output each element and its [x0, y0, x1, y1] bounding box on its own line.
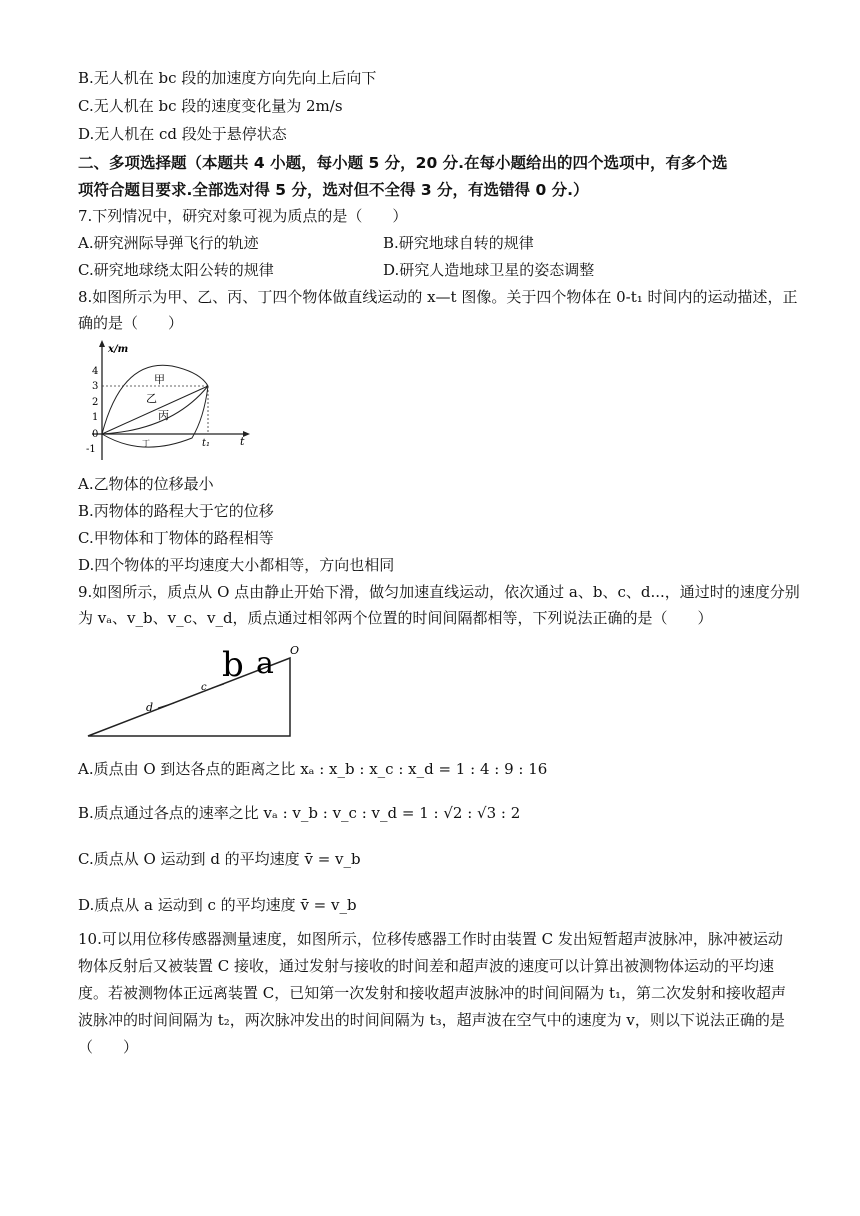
label-o: O	[290, 644, 300, 657]
label-b: b	[222, 645, 244, 685]
tick-3: 3	[92, 381, 99, 392]
option-c-prev: C.无人机在 bc 段的速度变化量为 2m/s	[78, 97, 343, 115]
q8-option-c: C.甲物体和丁物体的路程相等	[78, 529, 274, 547]
q7-option-c: C.研究地球绕太阳公转的规律	[78, 261, 274, 279]
q10-line3: 度。若被测物体正远离装置 C，已知第一次发射和接收超声波脉冲的时间间隔为 t₁，第二次发射和接收超声	[78, 984, 787, 1002]
tick-0: 0	[92, 429, 99, 440]
tick-4: 4	[92, 366, 99, 377]
q7-option-a: A.研究洲际导弹飞行的轨迹	[78, 234, 259, 252]
q8-xt-graph	[82, 338, 262, 466]
q7-stem: 7.下列情况中，研究对象可视为质点的是（ ）	[78, 207, 408, 225]
q8-stem-line2: 确的是（ ）	[78, 314, 184, 332]
q9-option-b: B.质点通过各点的速率之比 vₐ : v_b : v_c : v_d = 1 : √2 : √3 : 2	[78, 804, 521, 822]
q9-incline-figure	[84, 636, 314, 742]
q10-line4: 波脉冲的时间间隔为 t₂，两次脉冲发出的时间间隔为 t₃，超声波在空气中的速度为 v，则以下说法正确的是	[78, 1011, 785, 1029]
y-axis-label: x/m	[108, 344, 129, 355]
label-c: c	[201, 682, 207, 693]
option-d-prev: D.无人机在 cd 段处于悬停状态	[78, 125, 287, 143]
q10-line2: 物体反射后又被装置 C 接收，通过发射与接收的时间差和超声波的速度可以计算出被测物体运动的平均速	[78, 957, 775, 975]
label-yi: 乙	[146, 392, 157, 405]
q7-option-d: D.研究人造地球卫星的姿态调整	[383, 261, 595, 279]
q8-option-b: B.丙物体的路程大于它的位移	[78, 502, 274, 520]
q8-option-a: A.乙物体的位移最小	[78, 475, 214, 493]
label-jia: 甲	[154, 373, 165, 386]
label-bing: 丙	[158, 409, 169, 422]
point-d-tick	[158, 703, 174, 708]
y-axis-arrow	[99, 340, 105, 347]
tick-2: 2	[92, 397, 99, 408]
q9-option-a: A.质点由 O 到达各点的距离之比 xₐ : x_b : x_c : x_d = 1 : 4 : 9 : 16	[78, 760, 548, 778]
q9-stem-line1: 9.如图所示，质点从 O 点由静止开始下滑，做匀加速直线运动，依次通过 a、b、c、d...，通过时的速度分别	[78, 583, 800, 601]
q10-line1: 10.可以用位移传感器测量速度，如图所示，位移传感器工作时由装置 C 发出短暂超声波脉冲，脉冲被运动	[78, 930, 783, 948]
label-ding: 丁	[142, 439, 150, 448]
label-d: d	[146, 701, 154, 714]
q8-stem-line1: 8.如图所示为甲、乙、丙、丁四个物体做直线运动的 x—t 图像。关于四个物体在 0-t₁ 时间内的运动描述，正	[78, 288, 798, 306]
q9-option-c: C.质点从 O 运动到 d 的平均速度 v̄ = v_b	[78, 850, 361, 868]
x-axis-label: t	[240, 435, 245, 448]
tick-neg1: -1	[86, 444, 96, 455]
tick-1: 1	[92, 412, 99, 423]
section-heading-line1: 二、多项选择题（本题共 4 小题，每小题 5 分，20 分.在每小题给出的四个选项中，有多个选	[78, 154, 728, 172]
label-t1: t₁	[202, 438, 211, 449]
q9-stem-line2: 为 vₐ、v_b、v_c、v_d，质点通过相邻两个位置的时间间隔都相等，下列说法正确的是（ ）	[78, 609, 713, 627]
label-a: a	[256, 646, 274, 681]
q10-line5: （ ）	[78, 1038, 139, 1056]
q9-option-d: D.质点从 a 运动到 c 的平均速度 v̄ = v_b	[78, 896, 357, 914]
option-b-prev: B.无人机在 bc 段的加速度方向先向上后向下	[78, 69, 377, 87]
q7-option-b: B.研究地球自转的规律	[383, 234, 534, 252]
q8-option-d: D.四个物体的平均速度大小都相等，方向也相同	[78, 556, 395, 574]
section-heading-line2: 项符合题目要求.全部选对得 5 分，选对但不全得 3 分，有选错得 0 分.）	[78, 181, 589, 199]
